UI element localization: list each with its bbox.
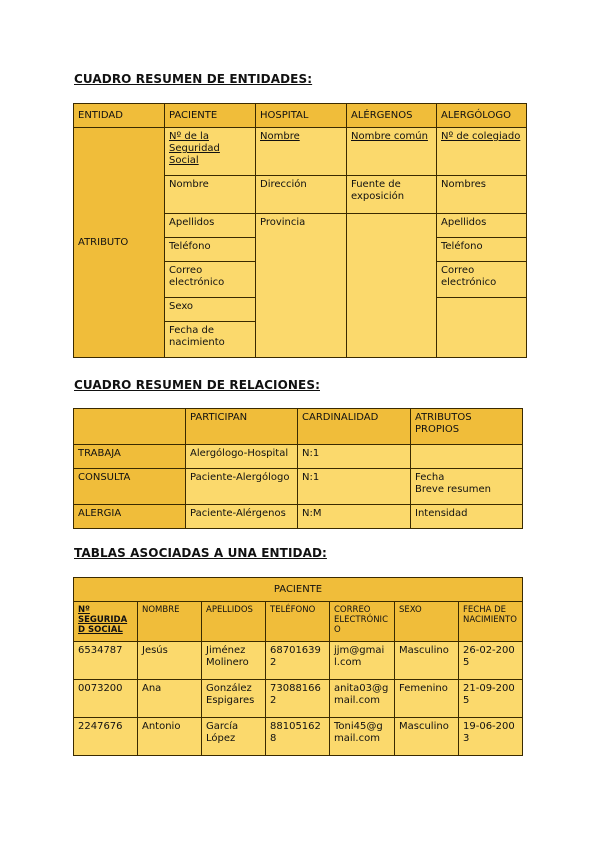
entidades-table bbox=[73, 103, 527, 358]
paciente-attr: Teléfono bbox=[165, 238, 256, 262]
alergenos-attr: Fuente de exposición bbox=[347, 176, 437, 214]
table-cell: anita03@gmail.com bbox=[330, 680, 395, 718]
atributo-label: ATRIBUTO bbox=[74, 128, 165, 358]
alergenos-empty bbox=[347, 214, 437, 358]
table-cell: Antonio bbox=[138, 718, 202, 756]
tabla-entity-title: PACIENTE bbox=[74, 578, 523, 602]
table-cell: Jesús bbox=[138, 642, 202, 680]
table-cell: Femenino bbox=[395, 680, 459, 718]
header-cardinalidad: CARDINALIDAD bbox=[298, 409, 411, 445]
col-header: NOMBRE bbox=[138, 602, 202, 642]
header-alergenos: ALÉRGENOS bbox=[347, 104, 437, 128]
relacion-name: CONSULTA bbox=[74, 469, 186, 505]
entidades-heading: CUADRO RESUMEN DE ENTIDADES: bbox=[74, 72, 313, 86]
relacion-participan: Paciente-Alergólogo bbox=[186, 469, 298, 505]
table-cell: jjm@gmail.com bbox=[330, 642, 395, 680]
paciente-attr: Correo electrónico bbox=[165, 262, 256, 298]
hospital-attr-label: Provincia bbox=[260, 217, 306, 228]
paciente-attr: Apellidos bbox=[165, 214, 256, 238]
relacion-cardinalidad: N:1 bbox=[298, 445, 411, 469]
alergologo-attr: Nº de colegiado bbox=[437, 128, 527, 176]
hospital-attr bbox=[256, 214, 347, 358]
hospital-attr: Nombre bbox=[256, 128, 347, 176]
table-cell: González Espigares bbox=[202, 680, 266, 718]
tablas-heading: TABLAS ASOCIADAS A UNA ENTIDAD: bbox=[74, 546, 327, 560]
table-cell: 6534787 bbox=[74, 642, 138, 680]
header-hospital: HOSPITAL bbox=[256, 104, 347, 128]
alergologo-empty bbox=[437, 298, 527, 358]
col-header: APELLIDOS bbox=[202, 602, 266, 642]
relacion-name: TRABAJA bbox=[74, 445, 186, 469]
relacion-atributo: Intensidad bbox=[415, 508, 468, 519]
paciente-attr: Nombre bbox=[165, 176, 256, 214]
alergologo-attr: Apellidos bbox=[437, 214, 527, 238]
paciente-attr: Nº de la Seguridad Social bbox=[165, 128, 256, 176]
relacion-atributos bbox=[411, 445, 523, 469]
table-cell: Jiménez Molinero bbox=[202, 642, 266, 680]
table-cell: 0073200 bbox=[74, 680, 138, 718]
header-alergologo: ALERGÓLOGO bbox=[437, 104, 527, 128]
header-atributos-propios: ATRIBUTOS PROPIOS bbox=[411, 409, 523, 445]
header-entidad: ENTIDAD bbox=[74, 104, 165, 128]
table-cell: 2247676 bbox=[74, 718, 138, 756]
alergologo-attr: Teléfono bbox=[437, 238, 527, 262]
table-cell: Toni45@gmail.com bbox=[330, 718, 395, 756]
table-cell: Masculino bbox=[395, 718, 459, 756]
relaciones-heading: CUADRO RESUMEN DE RELACIONES: bbox=[74, 378, 320, 392]
relacion-cardinalidad: N:1 bbox=[298, 469, 411, 505]
table-cell: 21-09-2005 bbox=[459, 680, 523, 718]
relacion-participan: Paciente-Alérgenos bbox=[186, 505, 298, 529]
alergologo-attr: Nombres bbox=[437, 176, 527, 214]
paciente-attr: Sexo bbox=[165, 298, 256, 322]
relacion-cardinalidad: N:M bbox=[298, 505, 411, 529]
relacion-atributo: Breve resumen bbox=[415, 484, 491, 495]
relaciones-table bbox=[73, 408, 523, 529]
relacion-atributos bbox=[411, 505, 523, 529]
col-header: Nº SEGURIDAD SOCIAL bbox=[74, 602, 138, 642]
header-paciente: PACIENTE bbox=[165, 104, 256, 128]
header-participan: PARTICIPAN bbox=[186, 409, 298, 445]
table-cell: 19-06-2003 bbox=[459, 718, 523, 756]
relacion-participan: Alergólogo-Hospital bbox=[186, 445, 298, 469]
table-cell: Ana bbox=[138, 680, 202, 718]
col-header: CORREO ELECTRÓNICO bbox=[330, 602, 395, 642]
col-header: SEXO bbox=[395, 602, 459, 642]
relacion-name: ALERGIA bbox=[74, 505, 186, 529]
hospital-attr: Dirección bbox=[256, 176, 347, 214]
table-cell: Masculino bbox=[395, 642, 459, 680]
alergologo-attr: Correo electrónico bbox=[437, 262, 527, 298]
paciente-attr: Fecha de nacimiento bbox=[165, 322, 256, 358]
col-header: TELÉFONO bbox=[266, 602, 330, 642]
table-cell: 26-02-2005 bbox=[459, 642, 523, 680]
table-cell: 881051628 bbox=[266, 718, 330, 756]
alergenos-attr: Nombre común bbox=[347, 128, 437, 176]
table-cell: 687016392 bbox=[266, 642, 330, 680]
paciente-table bbox=[73, 577, 523, 756]
relacion-atributos bbox=[411, 469, 523, 505]
relaciones-header-empty bbox=[74, 409, 186, 445]
col-header: FECHA DE NACIMIENTO bbox=[459, 602, 523, 642]
table-cell: García López bbox=[202, 718, 266, 756]
table-cell: 730881662 bbox=[266, 680, 330, 718]
relacion-atributo: Fecha bbox=[415, 472, 445, 483]
